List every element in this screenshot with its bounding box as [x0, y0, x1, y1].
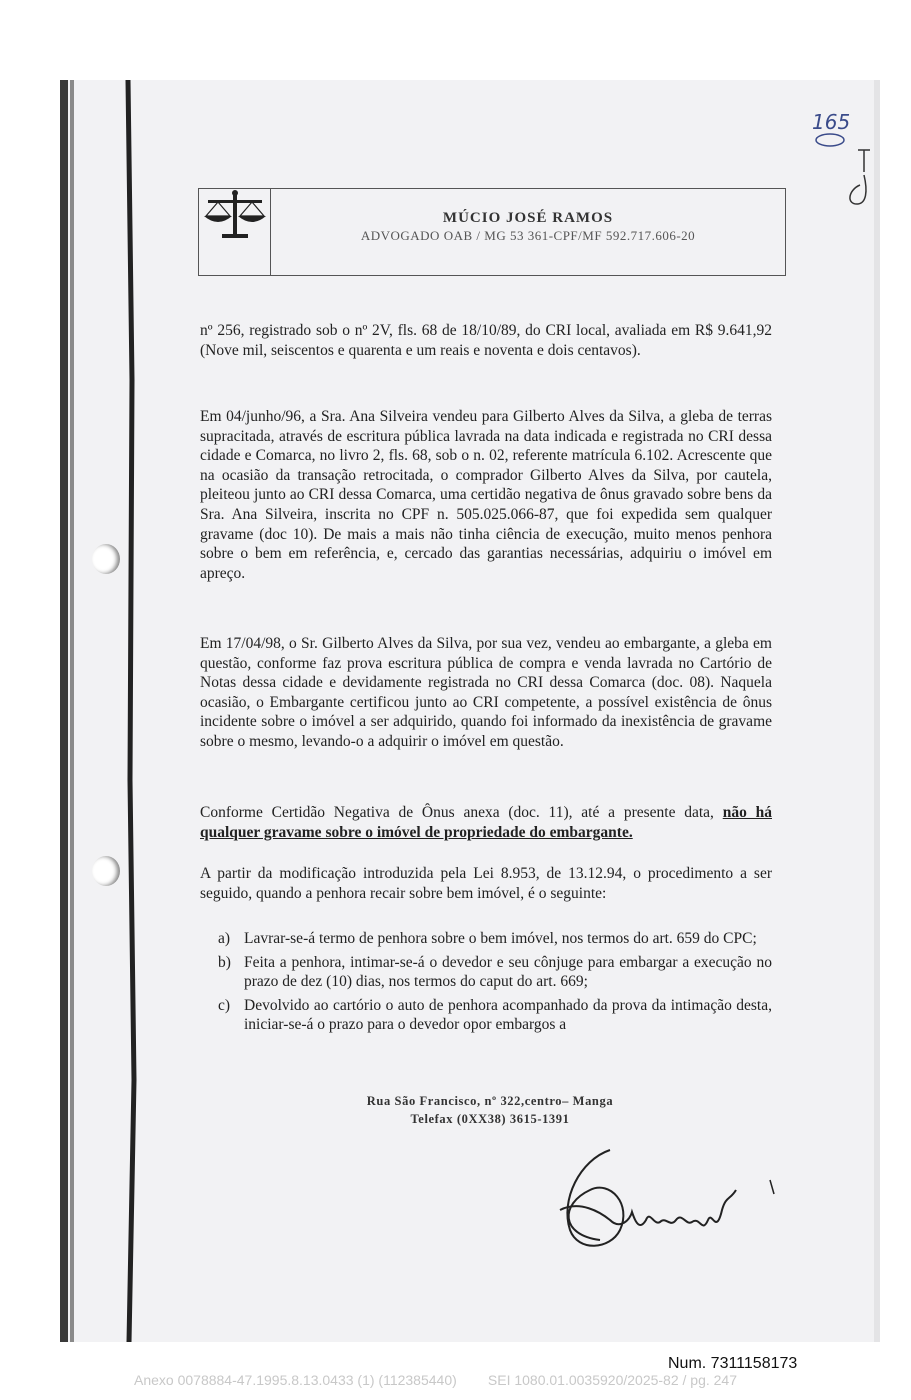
- step-text: Lavrar-se-á termo de penhora sobre o bem imóvel, nos termos do art. 659 do CPC;: [244, 930, 757, 947]
- step-letter: a): [218, 930, 231, 947]
- certidao-text: Conforme Certidão Negativa de Ônus anexa (doc. 11), até a presente data,: [200, 804, 723, 821]
- procedure-steps: [218, 929, 772, 1039]
- step-text: Feita a penhora, intimar-se-á o devedor e seu cônjuge para embargar a execução no prazo de dez (10) dias, nos termos do caput do art. 669;: [244, 953, 772, 991]
- list-item: [218, 929, 772, 949]
- handwritten-page-number: 165: [812, 110, 851, 134]
- binding-spine: [120, 80, 138, 1342]
- footer-address: Rua São Francisco, nº 322,centro– Manga: [366, 1094, 614, 1108]
- paragraph-property-registration: nº 256, registrado sob o nº 2V, fls. 68 de 18/10/89, do CRI local, avaliada em R$ 9.641,92 (Nove mil, seiscentos e quarenta e um reais e noventa e dois centavos).: [200, 322, 772, 359]
- page-edge-right: [874, 80, 880, 1342]
- list-item: [218, 953, 772, 992]
- certidao-emphasis: não há qualquer gravame sobre o imóvel de propriedade do embargante.: [200, 804, 772, 841]
- punch-hole-bottom: [92, 856, 120, 886]
- list-item: [218, 996, 772, 1035]
- paragraph-second-sale: Em 17/04/98, o Sr. Gilberto Alves da Silva, por sua vez, vendeu ao embargante, a gleba em questão, conforme faz prova escritura pública de compra e venda lavrada no Cartório de Notas dessa cidade e devidamente registrada no CRI dessa Comarca (doc. 08). Naquela ocasião, o Embargante certificou junto ao CRI competente, a possível existência de ônus incidente sobre o imóvel a ser adquirido, quando foi informado da inexistência de gravame sobre o mesmo, levando-o a adquirir o imóvel em questão.: [200, 635, 772, 750]
- handwritten-marks: [808, 130, 878, 210]
- paragraph-procedure-intro: A partir da modificação introduzida pela Lei 8.953, de 13.12.94, o procedimento a ser seguido, quando a penhora recair sobre bem imóvel, é o seguinte:: [200, 865, 772, 902]
- step-text: Devolvido ao cartório o auto de penhora acompanhado da prova da intimação desta, iniciar-se-á o prazo para o devedor opor embargos a: [244, 996, 772, 1034]
- paragraph-certidao: [200, 803, 772, 842]
- scales-of-justice-icon: [202, 188, 268, 246]
- step-letter: b): [218, 953, 231, 971]
- paragraph-first-sale: Em 04/junho/96, a Sra. Ana Silveira vendeu para Gilberto Alves da Silva, a gleba de terras supracitada, através de escritura pública lavrada na data indicada e registrada no CRI dessa cidade e Comarca, no livro 2, fls. 68, sob o n. 02, referente matrícula 6.102. Acrescente que na ocasião da transação retrocitada, o comprador Gilberto Alves da Silva, por cautela, pleiteou junto ao CRI dessa Comarca, uma certidão negativa de ônus gravado sobre bens da Sra. Ana Silveira, inscrita no CPF n. 505.025.066-87, que foi expedida sem qualquer gravame (doc 10). De mais a mais não tinha ciência de execução, muito menos penhora sobre o bem em referência, e, cercado das garantias necessárias, adquiriu o imóvel em apreço.: [200, 408, 772, 582]
- document-number: Num. 7311158173: [668, 1355, 798, 1372]
- punch-hole-top: [92, 544, 120, 574]
- annex-reference: Anexo 0078884-47.1995.8.13.0433 (1) (112385440) SEI 1080.01.0035920/2025-82 / pg. 247: [134, 1372, 737, 1388]
- page-edge-shadow: [60, 80, 68, 1342]
- footer-phone: Telefax (0XX38) 3615-1391: [410, 1112, 570, 1126]
- lawyer-registration: ADVOGADO OAB / MG 53 361-CPF/MF 592.717.606-20: [360, 228, 696, 243]
- step-letter: c): [218, 996, 231, 1014]
- handwritten-signature: [540, 1140, 780, 1260]
- lawyer-name: MÚCIO JOSÉ RAMOS: [442, 210, 614, 226]
- page-edge-shadow-inner: [70, 80, 74, 1342]
